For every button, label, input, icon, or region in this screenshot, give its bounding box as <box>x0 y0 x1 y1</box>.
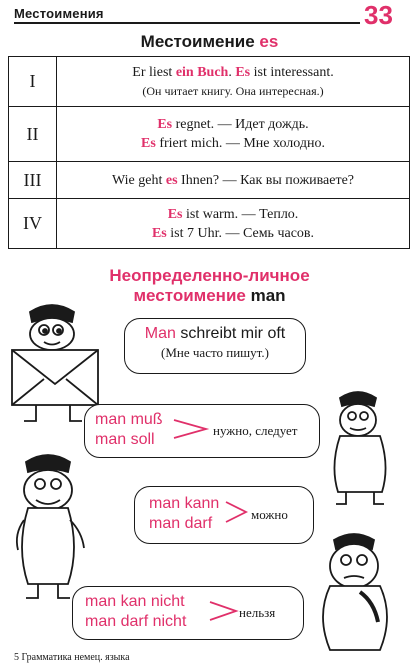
bubble-phrases: man kann man darf <box>149 495 220 532</box>
row-number: II <box>9 107 57 162</box>
row-number: III <box>9 162 57 199</box>
running-header: Местоимения <box>14 6 104 21</box>
row-text: Wie geht es Ihnen? — Как вы поживаете? <box>57 162 410 199</box>
row-text: Es ist warm. — Тепло. Es ist 7 Uhr. — Семь часов. <box>57 199 410 249</box>
bubble-translation: нельзя <box>239 605 276 620</box>
section-title-man: Неопределенно-личное местоимение man <box>109 266 310 305</box>
bracket-icon <box>210 602 236 620</box>
bubble-phrases: man muß man soll <box>95 411 163 448</box>
bracket-icon <box>226 502 246 522</box>
section-title-es: Местоимение es <box>140 32 279 51</box>
translation: (Он читает книгу. Она интересная.) <box>142 83 324 98</box>
bubble-translation: (Мне часто пишут.) <box>161 345 269 360</box>
bubble-translation: нужно, следует <box>213 423 298 438</box>
bubble-phrases: man kan nicht man darf nicht <box>85 593 187 630</box>
bubble-translation: можно <box>251 507 288 522</box>
row-number: I <box>9 57 57 107</box>
page-number: 33 <box>364 0 393 30</box>
row-text: Er liest ein Buch. Es ist interessant. (Он читает книгу. Она интересная.) <box>57 57 410 107</box>
bracket-icon <box>174 420 206 438</box>
footer-note: 5 Грамматика немец. языка <box>14 652 130 663</box>
bubble-text: Man schreibt mir oft <box>144 325 286 342</box>
row-text: Es regnet. — Идет дождь. Es friert mich. — Мне холодно. <box>57 107 410 162</box>
title-keyword: es <box>259 32 279 51</box>
row-number: IV <box>9 199 57 249</box>
